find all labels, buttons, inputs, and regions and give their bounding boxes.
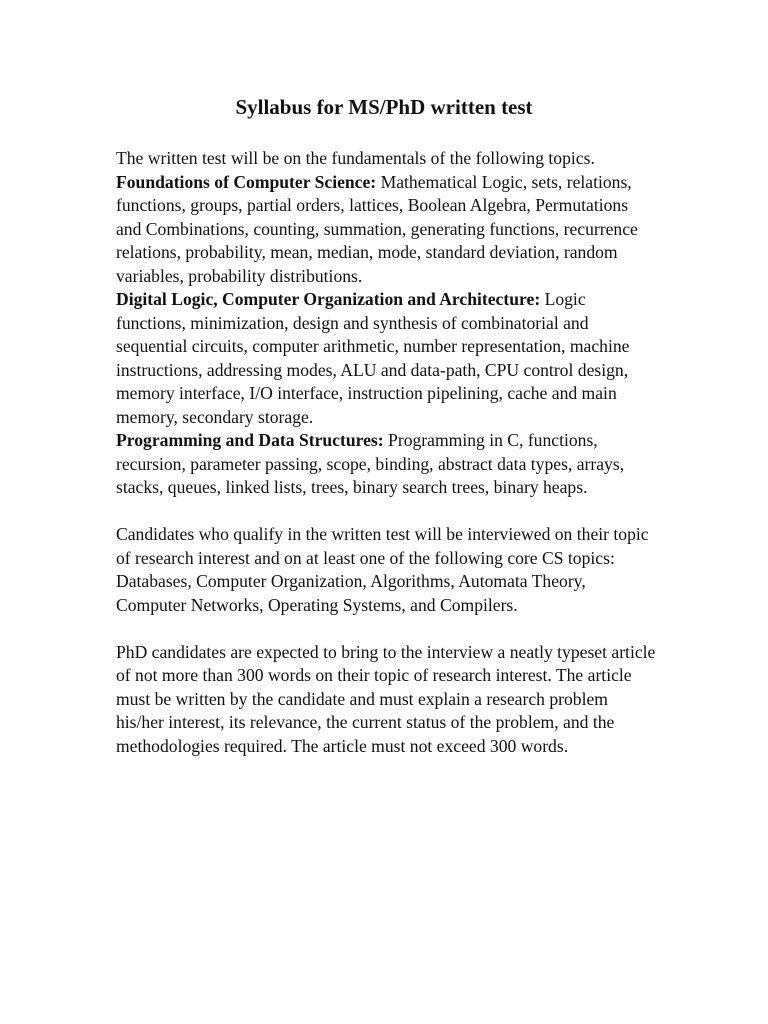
phd-article-paragraph: PhD candidates are expected to bring to the interview a neatly typeset article of not more than 300 words on their topic of research interest. The article must be written by the candidate and must explain a research problem his/her interest, its relevance, the current status of the problem, and the methodologies required. The article must not exceed 300 words.	[116, 641, 656, 756]
section-foundations	[116, 171, 656, 289]
section-digital-logic	[116, 288, 656, 429]
section-programming	[116, 429, 656, 500]
section-text-foundations: Mathematical Logic, sets, relations, functions, groups, partial orders, lattices, Boolean Algebra, Permutations and Combinations, counting, summation, generating functions, recurrence relations, probability, mean, median, mode, standard deviation, random variables, probability distributions.	[116, 171, 638, 286]
section-heading-digital-logic: Digital Logic, Computer Organization and Architecture:	[116, 289, 541, 309]
paragraph-gap	[116, 617, 656, 641]
section-text-programming: Programming in C, functions, recursion, parameter passing, scope, binding, abstract data types, arrays, stacks, queues, linked lists, trees, binary search trees, binary heaps.	[116, 430, 625, 497]
interview-paragraph: Candidates who qualify in the written test will be interviewed on their topic of research interest and on at least one of the following core CS topics: Databases, Computer Organization, Algorithms, Automata Theory, Computer Networks, Operating Systems, and Compilers.	[116, 524, 649, 615]
section-heading-foundations: Foundations of Computer Science:	[116, 171, 377, 192]
intro-paragraph: The written test will be on the fundamentals of the following topics.	[116, 148, 595, 168]
paragraph-gap	[116, 500, 656, 524]
page-title: Syllabus for MS/PhD written test	[235, 95, 533, 119]
section-text-digital-logic: Logic functions, minimization, design and synthesis of combinatorial and sequential circuits, computer arithmetic, number representation, machine instructions, addressing modes, ALU and data-path, CPU control design, memory interface, I/O interface, instruction pipelining, cache and main memory, secondary storage.	[116, 289, 630, 427]
section-heading-programming: Programming and Data Structures:	[116, 430, 384, 450]
document-body	[116, 147, 656, 758]
